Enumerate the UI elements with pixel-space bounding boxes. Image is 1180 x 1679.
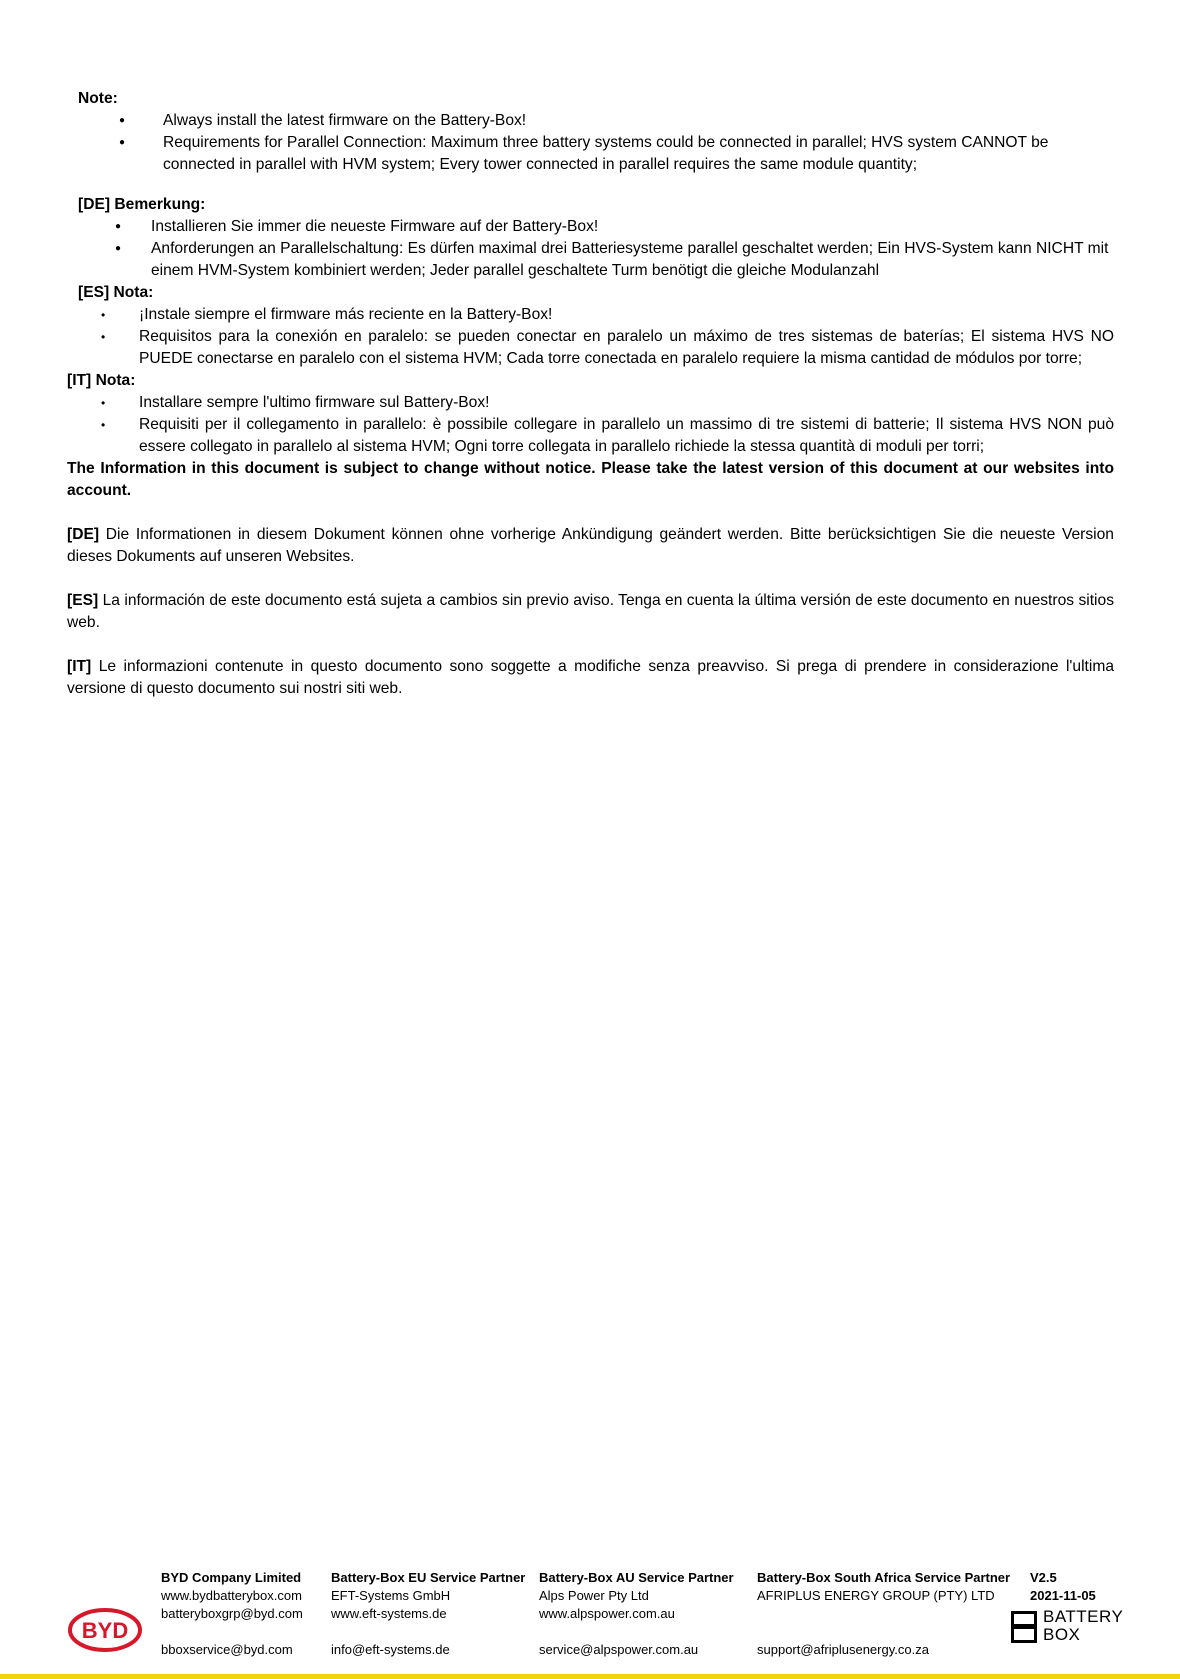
battery-box-logo [1011, 1607, 1124, 1645]
list-item: ● Requirements for Parallel Connection: Maximum three battery systems could be connected in parallel; HVS system CANNOT be connected in parallel with HVM system; Every tower connected in parallel requires the same module quantity; [67, 132, 1114, 176]
it-list [67, 392, 1114, 458]
list-item: • Installare sempre l'ultimo firmware sul Battery-Box! [67, 392, 1114, 414]
footer-email[interactable]: support@afriplusenergy.co.za [757, 1642, 929, 1657]
disclaimer-es [67, 590, 1114, 634]
de-heading: [DE] Bemerkung: [78, 196, 206, 213]
footer-col-za [757, 1569, 1011, 1657]
list-item: ● Always install the latest firmware on the Battery-Box! [67, 110, 1114, 132]
disclaimer-en: The Information in this document is subject to change without notice. Please take the latest version of this document at our websites into account. [67, 460, 1114, 499]
footer-col-eu [331, 1569, 526, 1657]
list-item: • ¡Instale siempre el firmware más reciente en la Battery-Box! [67, 304, 1114, 326]
it-heading: [IT] Nota: [67, 372, 136, 389]
disclaimer-de [67, 524, 1114, 568]
disclaimer-text: La información de este documento está sujeta a cambios sin previo aviso. Tenga en cuenta la última versión de este documento en nuestros sitios web. [67, 592, 1114, 631]
disclaimer-text: Le informazioni contenute in questo documento sono soggette a modifiche senza preavviso. Si prega di prendere in considerazione l'ultima versione di questo documento sui nostri siti web. [67, 658, 1115, 697]
footer-email[interactable]: bboxservice@byd.com [161, 1642, 293, 1657]
footer-col-title: BYD Company Limited [161, 1570, 302, 1585]
footer-link[interactable]: www.alpspower.com.au [539, 1606, 675, 1621]
byd-logo [67, 1607, 143, 1653]
version-date: 2021-11-05 [1030, 1588, 1096, 1603]
list-item: • Requisitos para la conexión en paralelo: se pueden conectar en paralelo un máximo de tres sistemas de baterías; El sistema HVS NO PUEDE conectarse en paralelo con el sistema HVM; Cada torre conectada en paralelo requiere la misma cantidad de módulos por torre; [67, 326, 1114, 370]
footer-email[interactable]: batteryboxgrp@byd.com [161, 1606, 303, 1621]
footer-email[interactable]: info@eft-systems.de [331, 1642, 450, 1657]
brand-line: BOX [1043, 1625, 1081, 1644]
list-item: ● Installieren Sie immer die neueste Firmware auf der Battery-Box! [67, 216, 1114, 238]
version-number: V2.5 [1030, 1570, 1057, 1585]
footer-col-title: Battery-Box AU Service Partner [539, 1570, 734, 1585]
document-body [67, 88, 1114, 700]
byd-logo-text: BYD [81, 1618, 129, 1643]
version-block [1030, 1569, 1096, 1605]
disclaimer-text: Die Informationen in diesem Dokument können ohne vorherige Ankündigung geändert werden. Bitte berücksichtigen Sie die neueste Version dieses Dokuments auf unseren Websites. [67, 526, 1114, 565]
footer-col-title: Battery-Box EU Service Partner [331, 1570, 526, 1585]
footer-company: EFT-Systems GmbH [331, 1588, 451, 1603]
battery-box-wordmark [1043, 1608, 1123, 1644]
note-heading: Note: [78, 90, 118, 107]
lang-tag: [IT] [67, 658, 92, 675]
disclaimer-it [67, 656, 1114, 700]
es-heading: [ES] Nota: [78, 284, 154, 301]
es-list [67, 304, 1114, 370]
footer-email[interactable]: service@alpspower.com.au [539, 1642, 699, 1657]
lang-tag: [DE] [67, 526, 100, 543]
footer-accent-bar [0, 1674, 1180, 1679]
list-item: • Requisiti per il collegamento in parallelo: è possibile collegare in parallelo un massimo di tre sistemi di batterie; Il sistema HVS NON può essere collegato in parallelo al sistema HVM; Ogni torre collegata in parallelo richiede la stessa quantità di moduli per torri; [67, 414, 1114, 458]
de-list [67, 216, 1114, 282]
brand-line: BATTERY [1043, 1607, 1124, 1626]
battery-box-icon [1011, 1611, 1037, 1643]
footer-company: AFRIPLUS ENERGY GROUP (PTY) LTD [757, 1588, 995, 1603]
footer-company: Alps Power Pty Ltd [539, 1588, 649, 1603]
footer-col-title: Battery-Box South Africa Service Partner [757, 1570, 1011, 1585]
lang-tag: [ES] [67, 592, 99, 609]
footer-link[interactable]: www.eft-systems.de [331, 1606, 447, 1621]
list-item: ● Anforderungen an Parallelschaltung: Es dürfen maximal drei Batteriesysteme parallel geschaltet werden; Ein HVS-System kann NICHT mit einem HVM-System kombiniert werden; Jeder parallel geschaltete Turm benötigt die gleiche Modulanzahl [67, 238, 1114, 282]
note-list [67, 110, 1114, 176]
page-footer [0, 1565, 1180, 1679]
footer-col-byd [161, 1569, 303, 1657]
footer-col-au [539, 1569, 734, 1657]
footer-link[interactable]: www.bydbatterybox.com [161, 1588, 302, 1603]
